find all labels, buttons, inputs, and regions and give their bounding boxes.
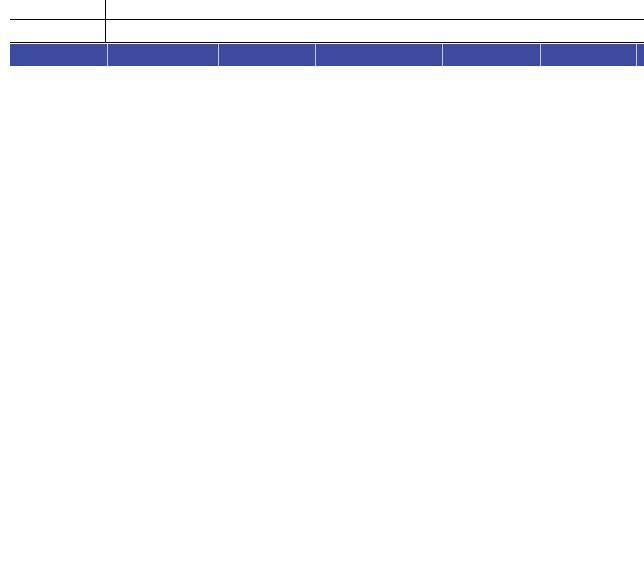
round-header-cell xyxy=(442,44,540,66)
round-header xyxy=(10,44,644,66)
round-header-cell xyxy=(218,44,315,66)
event-name-row xyxy=(10,0,644,20)
round-header-cell xyxy=(636,44,644,66)
round-header-cell xyxy=(315,44,442,66)
round-header-cell xyxy=(540,44,636,66)
event-class-row xyxy=(10,20,644,43)
round-header-cell xyxy=(107,44,218,66)
event-class-label xyxy=(10,20,106,42)
event-name-label xyxy=(10,0,106,19)
